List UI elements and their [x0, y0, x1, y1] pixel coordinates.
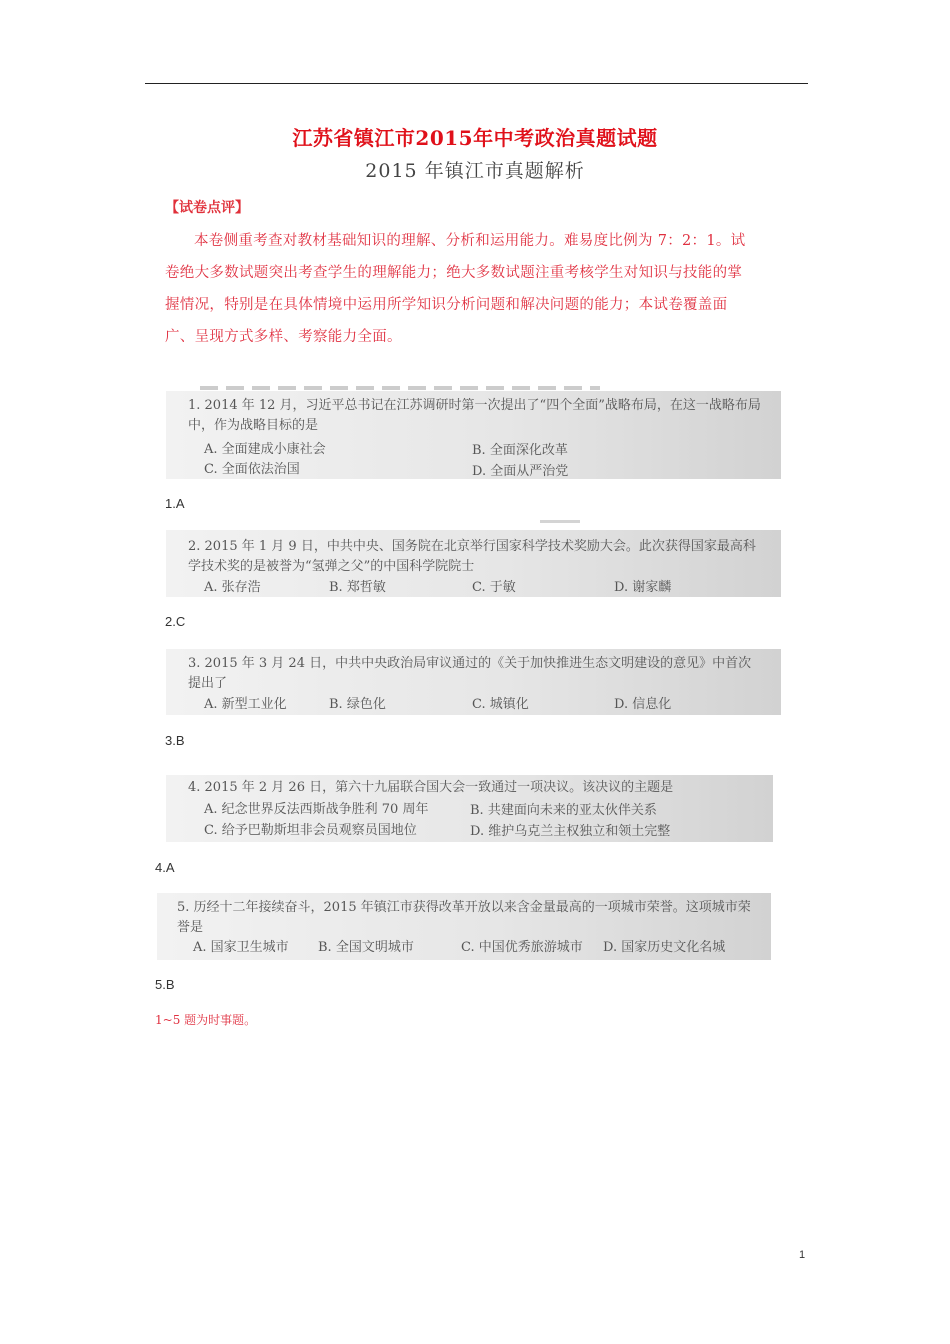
question-option: C. 全面依法治国 [204, 462, 300, 477]
question-option: D. 谢家麟 [614, 580, 672, 595]
question-2-image [166, 530, 781, 597]
question-stem: 4. 2015 年 2 月 26 日，第六十九届联合国大会一致通过一项决议。该决议的主题是 [188, 780, 674, 795]
scan-artifact [540, 520, 580, 523]
question-5-image [157, 893, 771, 960]
question-option: B. 郑哲敏 [329, 580, 386, 595]
review-body: 本卷侧重考查对教材基础知识的理解、分析和运用能力。难易度比例为 7：2：1。试卷绝大多数试题突出考查学生的理解能力；绝大多数试题注重考核学生对知识与技能的掌握情况，特别是在具体情境中运用所学知识分析问题和解决问题的能力；本试卷覆盖面广、呈现方式多样、考察能力全面。 [165, 233, 746, 345]
answer-2: 2.C [165, 614, 186, 629]
question-4-image [166, 775, 773, 842]
question-option: A. 新型工业化 [204, 697, 287, 712]
answer-5: 5.B [155, 977, 175, 992]
answer-3: 3.B [165, 733, 185, 748]
question-option: C. 中国优秀旅游城市 [461, 940, 583, 955]
question-option: B. 全面深化改革 [472, 443, 568, 458]
question-option: A. 纪念世界反法西斯战争胜利 70 周年 [204, 802, 429, 817]
question-stem: 5. 历经十二年接续奋斗，2015 年镇江市获得改革开放以来含金量最高的一项城市荣誉。这项城市荣誉是 [177, 900, 751, 935]
question-option: A. 张存浩 [204, 580, 261, 595]
question-option: B. 绿色化 [329, 697, 386, 712]
header-rule [145, 83, 808, 84]
scan-artifact [200, 386, 600, 390]
question-option: C. 城镇化 [472, 697, 529, 712]
question-stem: 1. 2014 年 12 月，习近平总书记在江苏调研时第一次提出了“四个全面”战略布局，在这一战略布局中，作为战略目标的是 [188, 398, 761, 433]
question-option: B. 全国文明城市 [318, 940, 414, 955]
answer-1: 1.A [165, 496, 185, 511]
page-number: 1 [799, 1249, 806, 1261]
question-option: D. 国家历史文化名城 [603, 940, 726, 955]
question-option: C. 给予巴勒斯坦非会员观察员国地位 [204, 823, 417, 838]
answer-4: 4.A [155, 860, 175, 875]
question-option: D. 全面从严治党 [472, 464, 569, 479]
question-stem: 3. 2015 年 3 月 24 日，中共中央政治局审议通过的《关于加快推进生态文明建设的意见》中首次提出了 [188, 656, 752, 691]
document-title: 江苏省镇江市2015年中考政治真题试题 [292, 126, 658, 150]
question-option: A. 国家卫生城市 [193, 940, 289, 955]
question-1-image [166, 391, 781, 479]
question-option: A. 全面建成小康社会 [204, 442, 326, 457]
question-stem: 2. 2015 年 1 月 9 日，中共中央、国务院在北京举行国家科学技术奖励大会。此次获得国家最高科学技术奖的是被誉为“氢弹之父”的中国科学院院士 [188, 539, 756, 574]
document-subtitle: 2015 年镇江市真题解析 [365, 160, 585, 182]
question-3-image [166, 649, 781, 715]
question-option: D. 信息化 [614, 697, 672, 712]
current-affairs-note: 1~5 题为时事题。 [155, 1013, 257, 1027]
question-option: C. 于敏 [472, 580, 516, 595]
review-heading: 【试卷点评】 [165, 200, 249, 216]
question-option: D. 维护乌克兰主权独立和领土完整 [470, 824, 671, 839]
question-option: B. 共建面向未来的亚太伙伴关系 [470, 803, 657, 818]
